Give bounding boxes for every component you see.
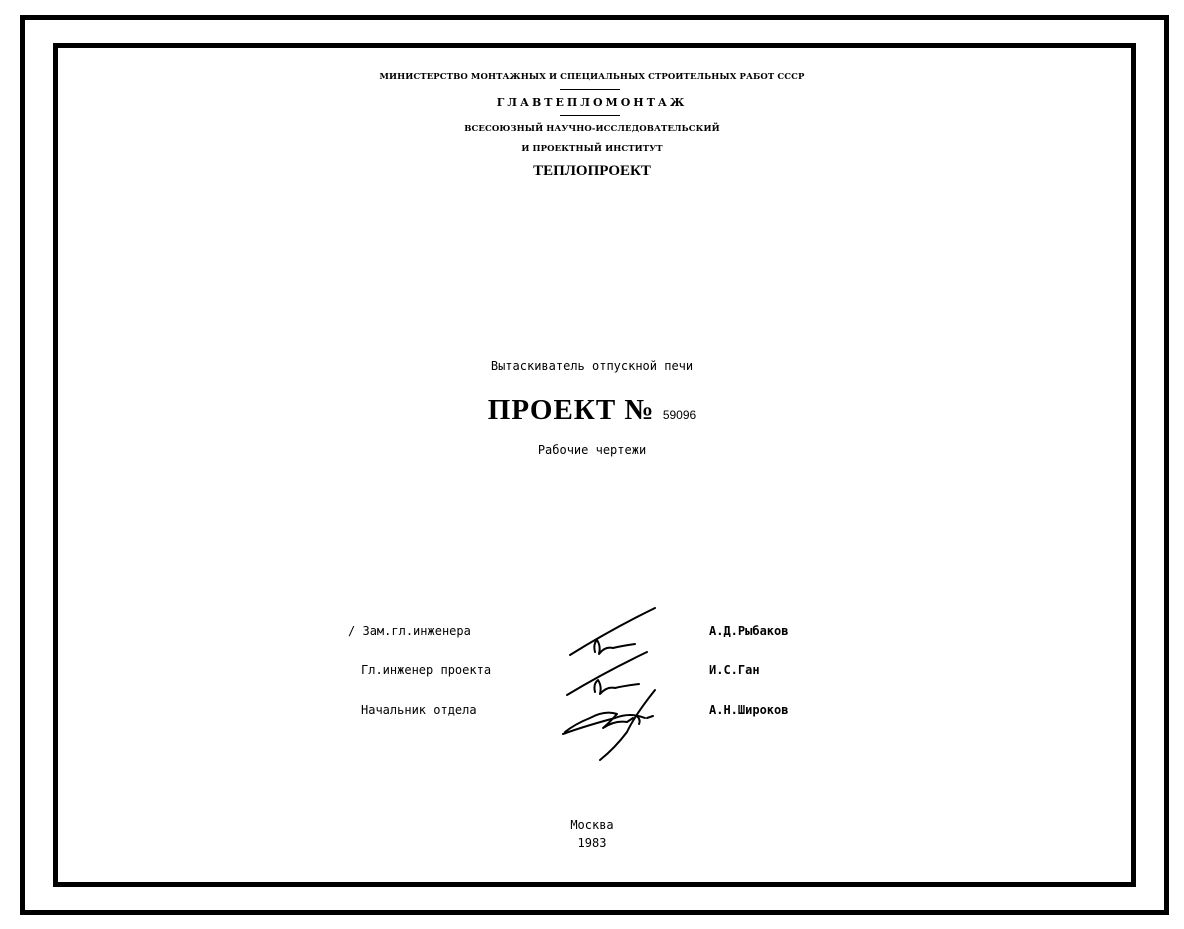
city: Москва xyxy=(570,818,614,832)
header-rule-top xyxy=(560,89,620,90)
institute-line-2: И ПРОЕКТНЫЙ ИНСТИТУТ xyxy=(521,144,663,154)
project-heading xyxy=(0,394,1184,427)
document-subject: Вытаскиватель отпускной печи xyxy=(490,359,694,373)
slash-mark: / xyxy=(348,624,356,638)
approval-name: А.Н.Широков xyxy=(709,703,789,717)
approval-row-1 xyxy=(348,624,471,638)
institute-line-1: ВСЕСОЮЗНЫЙ НАУЧНО-ИССЛЕДОВАТЕЛЬСКИЙ xyxy=(464,124,720,134)
ministry-line: МИНИСТЕРСТВО МОНТАЖНЫХ И СПЕЦИАЛЬНЫХ СТРОИТЕЛЬНЫХ РАБОТ СССР xyxy=(379,72,805,82)
approval-role: Начальник отдела xyxy=(361,703,477,717)
approval-role: Зам.гл.инженера xyxy=(362,624,471,638)
main-directorate: ГЛАВТЕПЛОМОНТАЖ xyxy=(496,96,688,109)
approval-name: И.С.Ган xyxy=(709,663,760,677)
approval-name: А.Д.Рыбаков xyxy=(709,624,789,638)
project-number: 59096 xyxy=(662,408,697,422)
approval-role: Гл.инженер проекта xyxy=(361,663,492,677)
institute-name: ТЕПЛОПРОЕКТ xyxy=(533,163,651,179)
handwritten-signatures xyxy=(555,600,665,765)
signature-stroke xyxy=(594,680,639,694)
year: 1983 xyxy=(577,836,607,850)
signature-stroke xyxy=(594,640,635,654)
document-type: Рабочие чертежи xyxy=(537,443,647,457)
header-rule-bottom xyxy=(560,115,620,116)
project-label: ПРОЕКТ № xyxy=(487,394,655,426)
